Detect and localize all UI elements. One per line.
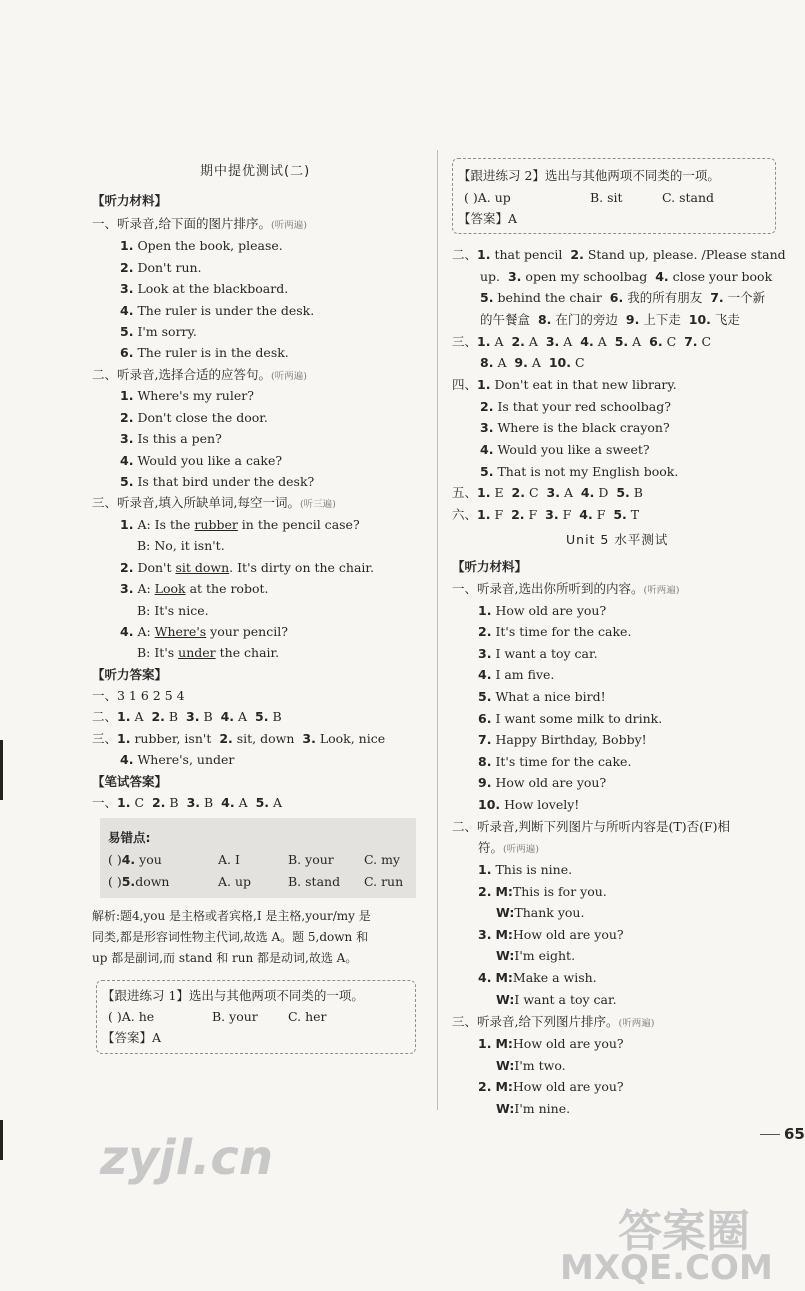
list-item: 4. Would you like a cake? — [120, 453, 283, 468]
answer-line: 的午餐盒 8. 在门的旁边 9. 上下走 10. 飞走 — [480, 312, 740, 327]
practice-answer: 【答案】A — [102, 1030, 162, 1045]
dialogue-line: 3. M:How old are you? — [478, 927, 624, 942]
list-item: 6. I want some milk to drink. — [478, 711, 663, 726]
list-item: 3. I want a toy car. — [478, 646, 598, 661]
option: C. stand — [662, 190, 715, 205]
option: A. I — [218, 852, 240, 867]
list-item: 6. The ruler is in the desk. — [120, 345, 289, 360]
dialogue-line: W:I'm two. — [496, 1058, 566, 1073]
option: B. your — [212, 1009, 258, 1024]
list-item: 5. What a nice bird! — [478, 689, 606, 704]
watermark-logo: zyjl.cn — [100, 1130, 273, 1186]
practice-answer: 【答案】A — [458, 211, 518, 226]
page-number: 65 — [784, 1125, 805, 1143]
list-item: 7. Happy Birthday, Bobby! — [478, 732, 647, 747]
page-edge-mark — [0, 1120, 3, 1160]
answer-line: 二、1. that pencil 2. Stand up, please. /Please stand — [452, 247, 786, 262]
written-answer-header: 【笔试答案】 — [92, 774, 168, 789]
dialogue-line: 2. Don't sit down. It's dirty on the chair. — [120, 560, 374, 575]
answer-line: 8. A 9. A 10. C — [480, 355, 585, 370]
option: C. her — [288, 1009, 327, 1024]
option: A. up — [218, 874, 252, 889]
dialogue-line: 1. A: Is the rubber in the pencil case? — [120, 517, 360, 532]
listening-answer-header: 【听力答案】 — [92, 667, 168, 682]
answer-line: 六、1. F 2. F 3. F 4. F 5. T — [452, 507, 640, 522]
list-item: 2. It's time for the cake. — [478, 624, 632, 639]
page-number-rule — [760, 1134, 780, 1135]
answer-line: 五、1. E 2. C 3. A 4. D 5. B — [452, 485, 643, 500]
answer-line: 4. Would you like a sweet? — [480, 442, 650, 457]
dialogue-line: B: It's under the chair. — [137, 645, 280, 660]
section-heading: 二、听录音,选择合适的应答句。(听两遍) — [92, 367, 307, 382]
list-item: 1. Open the book, please. — [120, 238, 283, 253]
list-item: 10. How lovely! — [478, 797, 580, 812]
dialogue-line: 4. A: Where's your pencil? — [120, 624, 288, 639]
list-item: 4. The ruler is under the desk. — [120, 303, 315, 318]
answer-line: 二、1. A 2. B 3. B 4. A 5. B — [92, 709, 282, 724]
list-item: 1. Where's my ruler? — [120, 388, 254, 403]
dialogue-line: B: It's nice. — [137, 603, 209, 618]
error-points-title: 易错点: — [108, 830, 151, 845]
error-question: ( )5.down — [108, 874, 170, 889]
analysis-text: 解析:题4,you 是主格或者宾格,I 是主格,your/my 是 — [92, 909, 371, 923]
error-question: ( )4. you — [108, 852, 162, 867]
section-heading: 一、听录音,给下面的图片排序。(听两遍) — [92, 216, 307, 231]
answer-line: 三、1. A 2. A 3. A 4. A 5. A 6. C 7. C — [452, 334, 712, 349]
list-item: 4. I am five. — [478, 667, 555, 682]
dialogue-line: 2. M:This is for you. — [478, 884, 607, 899]
analysis-text: 同类,都是形容词性物主代词,故选 A。题 5,down 和 — [92, 930, 369, 944]
practice-title: 【跟进练习 1】选出与其他两项不同类的一项。 — [102, 988, 364, 1003]
section-heading: 二、听录音,判断下列图片与所听内容是(T)否(F)相 — [452, 819, 730, 834]
option: B. your — [288, 852, 334, 867]
list-item: 5. Is that bird under the desk? — [120, 474, 315, 489]
list-item: 9. How old are you? — [478, 775, 607, 790]
section-heading: 三、听录音,给下列图片排序。(听两遍) — [452, 1014, 655, 1029]
dialogue-line: 1. M:How old are you? — [478, 1036, 624, 1051]
dialogue-line: B: No, it isn't. — [137, 538, 225, 553]
watermark-logo: MXQE.COM — [560, 1248, 773, 1288]
unit-title: Unit 5 水平测试 — [566, 532, 669, 547]
answer-line: 4. Where's, under — [120, 752, 235, 767]
list-item: 1. How old are you? — [478, 603, 607, 618]
dialogue-line: 4. M:Make a wish. — [478, 970, 597, 985]
page-edge-mark — [0, 740, 3, 800]
dialogue-line: W:I'm nine. — [496, 1101, 571, 1116]
section-heading: 一、听录音,选出你所听到的内容。(听两遍) — [452, 581, 680, 596]
list-item: 8. It's time for the cake. — [478, 754, 632, 769]
list-item: 3. Is this a pen? — [120, 431, 222, 446]
listening-material-header: 【听力材料】 — [452, 559, 528, 574]
answer-line: 5. That is not my English book. — [480, 464, 679, 479]
practice-question: ( )A. he — [108, 1009, 155, 1024]
answer-line: 2. Is that your red schoolbag? — [480, 399, 671, 414]
answer-line: 三、1. rubber, isn't 2. sit, down 3. Look, nice — [92, 731, 386, 746]
answer-line: 3. Where is the black crayon? — [480, 420, 670, 435]
practice-title: 【跟进练习 2】选出与其他两项不同类的一项。 — [458, 168, 720, 183]
list-item: 2. Don't close the door. — [120, 410, 268, 425]
answer-line: up. 3. open my schoolbag 4. close your book — [480, 269, 773, 284]
list-item: 3. Look at the blackboard. — [120, 281, 289, 296]
answer-line: 一、3 1 6 2 5 4 — [92, 688, 185, 703]
section-heading: 符。(听两遍) — [478, 840, 539, 855]
answer-line: 5. behind the chair 6. 我的所有朋友 7. 一个新 — [480, 290, 766, 305]
dialogue-line: W:Thank you. — [496, 905, 585, 920]
option: C. my — [364, 852, 400, 867]
watermark-logo: 答案圈 — [618, 1206, 750, 1257]
option: B. sit — [590, 190, 623, 205]
listening-material-header: 【听力材料】 — [92, 193, 168, 208]
column-divider — [437, 150, 438, 1110]
dialogue-line: W:I want a toy car. — [496, 992, 617, 1007]
option: C. run — [364, 874, 404, 889]
dialogue-line: 3. A: Look at the robot. — [120, 581, 269, 596]
answer-line: 一、1. C 2. B 3. B 4. A 5. A — [92, 795, 283, 810]
practice-question: ( )A. up — [464, 190, 511, 205]
list-item: 5. I'm sorry. — [120, 324, 197, 339]
answer-line: 四、1. Don't eat in that new library. — [452, 377, 677, 392]
analysis-text: up 都是副词,而 stand 和 run 都是动词,故选 A。 — [92, 951, 358, 965]
list-item: 2. Don't run. — [120, 260, 202, 275]
section-heading: 三、听录音,填入所缺单词,每空一词。(听三遍) — [92, 495, 336, 510]
dialogue-line: 2. M:How old are you? — [478, 1079, 624, 1094]
list-item: 1. This is nine. — [478, 862, 573, 877]
option: B. stand — [288, 874, 341, 889]
page-title: 期中提优测试(二) — [200, 164, 311, 179]
dialogue-line: W:I'm eight. — [496, 948, 576, 963]
